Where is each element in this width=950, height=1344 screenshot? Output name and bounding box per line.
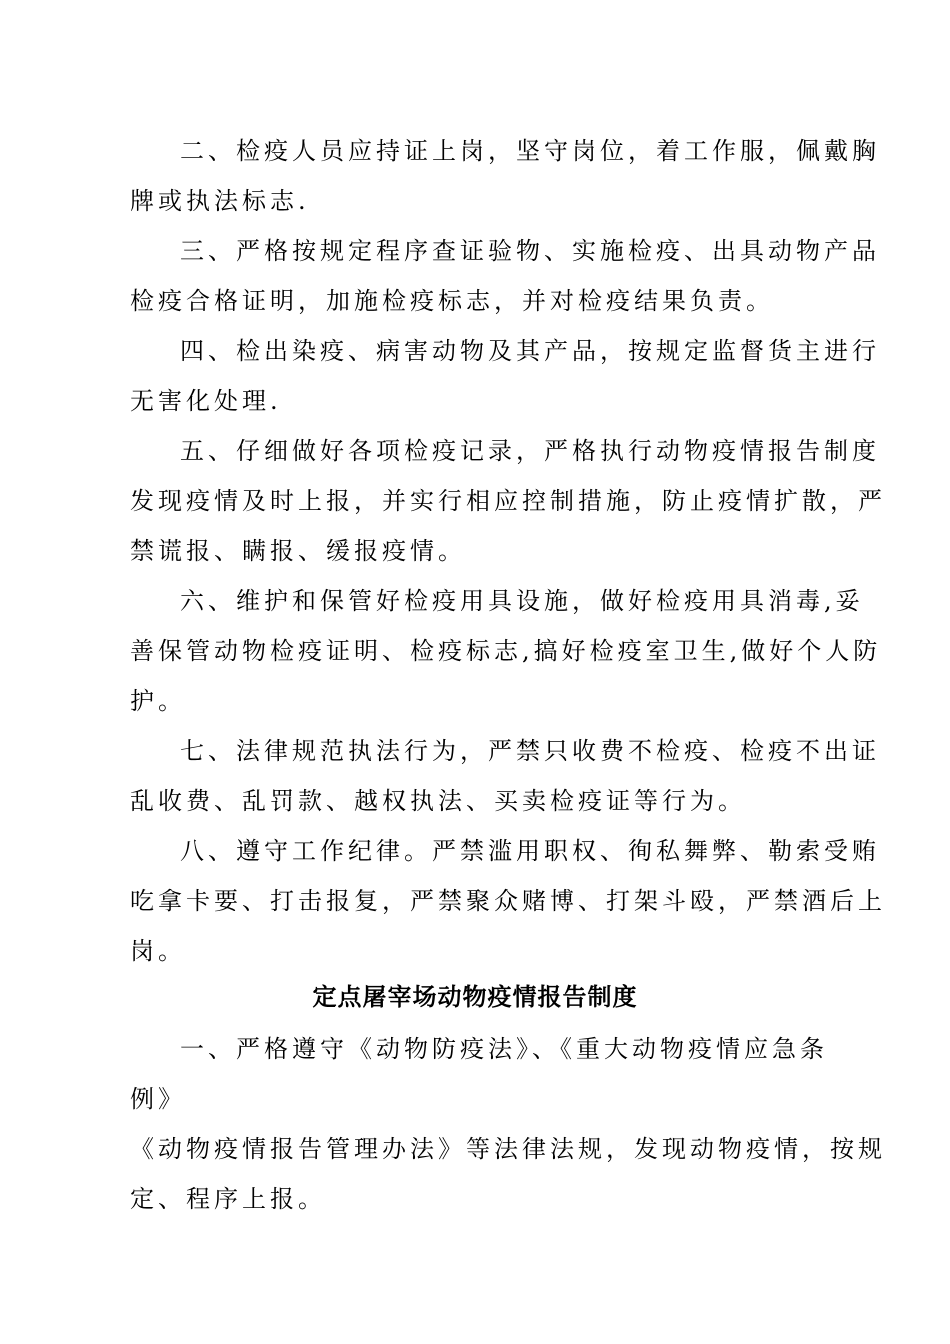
paragraph-line: 二、检疫人员应持证上岗，坚守岗位，着工作服，佩戴胸 [180, 137, 880, 165]
paragraph-line: 例》 [130, 1085, 186, 1113]
paragraph-line: 善保管动物检疫证明、检疫标志,搞好检疫室卫生,做好个人防 [130, 637, 882, 665]
paragraph-line: 岗。 [130, 937, 186, 965]
paragraph-line: 牌或执法标志. [130, 187, 310, 215]
paragraph-line: 六、维护和保管好检疫用具设施，做好检疫用具消毒,妥 [180, 587, 864, 615]
paragraph-line: 护。 [130, 687, 186, 715]
paragraph-line: 三、严格按规定程序查证验物、实施检疫、出具动物产品 [180, 237, 880, 265]
paragraph-line: 检疫合格证明，加施检疫标志，并对检疫结果负责。 [130, 287, 774, 315]
paragraph-line: 八、遵守工作纪律。严禁滥用职权、徇私舞弊、勒索受贿 [180, 837, 880, 865]
paragraph-line: 无害化处理. [130, 387, 282, 415]
paragraph-line: 五、仔细做好各项检疫记录，严格执行动物疫情报告制度 [180, 437, 880, 465]
paragraph-line: 发现疫情及时上报，并实行相应控制措施，防止疫情扩散，严 [130, 487, 886, 515]
paragraph-line: 定、程序上报。 [130, 1185, 326, 1213]
paragraph-line: 一、严格遵守《动物防疫法》、《重大动物疫情应急条 [180, 1035, 828, 1063]
paragraph-line: 吃拿卡要、打击报复，严禁聚众赌博、打架斗殴，严禁酒后上 [130, 887, 886, 915]
paragraph-line: 《动物疫情报告管理办法》等法律法规，发现动物疫情，按规 [130, 1135, 886, 1163]
paragraph-line: 禁谎报、瞒报、缓报疫情。 [130, 537, 466, 565]
section-title: 定点屠宰场动物疫情报告制度 [312, 983, 638, 1011]
paragraph-line: 乱收费、乱罚款、越权执法、买卖检疫证等行为。 [130, 787, 746, 815]
paragraph-line: 四、检出染疫、病害动物及其产品，按规定监督货主进行 [180, 337, 880, 365]
paragraph-line: 七、法律规范执法行为，严禁只收费不检疫、检疫不出证 [180, 737, 880, 765]
